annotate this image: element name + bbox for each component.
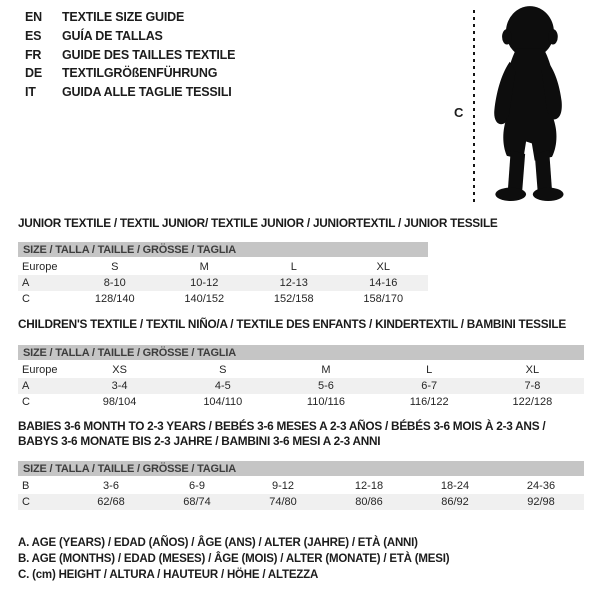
size-cell: XS — [112, 364, 127, 376]
height-cell: 158/170 — [363, 293, 404, 305]
height-cell: 68/74 — [183, 496, 211, 508]
table-row — [18, 291, 428, 307]
language-title-list — [25, 8, 235, 102]
baby-silhouette-icon — [480, 4, 576, 206]
language-code: IT — [25, 85, 36, 100]
height-cell: 98/104 — [102, 396, 137, 408]
children-section-title: CHILDREN'S TEXTILE / TEXTIL NIÑO/A / TEXTILE DES ENFANTS / KINDERTEXTIL / BAMBINI TESSILE — [18, 317, 566, 331]
junior-size-table — [18, 242, 428, 307]
guide-title: TEXTILE SIZE GUIDE — [62, 10, 185, 24]
babies-title-line2: BABYS 3-6 MONATE BIS 2-3 JAHRE / BAMBINI 3-6 MESI A 2-3 ANNI — [18, 434, 381, 448]
row-label: C — [22, 496, 30, 508]
language-row — [25, 27, 235, 46]
row-label: Europe — [22, 261, 58, 273]
table-row — [18, 362, 584, 378]
height-cell: 62/68 — [97, 496, 125, 508]
size-cell: L — [290, 261, 297, 273]
table-row — [18, 478, 584, 494]
age-cell: 12-18 — [354, 480, 384, 492]
age-cell: 3-4 — [111, 380, 128, 392]
height-cell: 116/122 — [409, 396, 449, 408]
height-cell: 86/92 — [441, 496, 469, 508]
height-cell: 128/140 — [94, 293, 135, 305]
height-measure-dashed-line — [473, 10, 475, 206]
language-code: DE — [25, 66, 42, 81]
age-cell: 6-7 — [421, 380, 438, 392]
age-cell: 14-16 — [369, 277, 398, 289]
babies-title-line1: BABIES 3-6 MONTH TO 2-3 YEARS / BEBÉS 3-6 MESES A 2-3 AÑOS / BÉBÉS 3-6 MOIS À 2-3 ANS / — [18, 419, 546, 433]
table-row — [18, 394, 584, 410]
language-row — [25, 64, 235, 83]
row-label: A — [22, 380, 30, 392]
table-row — [18, 275, 428, 291]
legend-line-b: B. AGE (MONTHS) / EDAD (MESES) / ÂGE (MOIS) / ALTER (MONATE) / ETÀ (MESI) — [18, 552, 450, 565]
height-cell: 152/158 — [273, 293, 314, 305]
table-row — [18, 378, 584, 394]
babies-size-table — [18, 461, 584, 510]
language-code: ES — [25, 28, 42, 43]
row-label: C — [22, 293, 30, 305]
size-header-bar: SIZE / TALLA / TAILLE / GRÖSSE / TAGLIA — [18, 242, 428, 257]
language-code: FR — [25, 47, 42, 62]
height-cell: 140/152 — [184, 293, 225, 305]
row-label: C — [22, 396, 30, 408]
row-label: B — [22, 480, 30, 492]
size-cell: M — [199, 261, 209, 273]
age-cell: 9-12 — [271, 480, 295, 492]
language-row — [25, 83, 235, 102]
height-cell: 122/128 — [512, 396, 553, 408]
age-cell: 4-5 — [214, 380, 231, 392]
age-cell: 24-36 — [526, 480, 556, 492]
size-cell: XL — [525, 364, 540, 376]
table-row — [18, 494, 584, 510]
age-cell: 7-8 — [524, 380, 541, 392]
height-measure-label: C — [454, 105, 464, 120]
guide-title: GUIDA ALLE TAGLIE TESSILI — [62, 85, 232, 100]
language-row — [25, 8, 235, 27]
row-label: Europe — [22, 364, 58, 376]
age-cell: 8-10 — [103, 277, 126, 289]
age-cell: 5-6 — [318, 380, 334, 392]
size-cell: XL — [376, 261, 390, 273]
junior-section-title: JUNIOR TEXTILE / TEXTIL JUNIOR/ TEXTILE JUNIOR / JUNIORTEXTIL / JUNIOR TESSILE — [18, 216, 498, 230]
table-row — [18, 259, 428, 275]
height-cell: 92/98 — [527, 496, 555, 508]
measure-legend — [18, 536, 449, 583]
height-cell: 110/116 — [306, 396, 346, 408]
size-header-bar: SIZE / TALLA / TAILLE / GRÖSSE / TAGLIA — [18, 461, 584, 476]
age-cell: 10-12 — [190, 277, 219, 289]
height-cell: 74/80 — [269, 496, 297, 508]
guide-title: GUIDE DES TAILLES TEXTILE — [62, 47, 236, 62]
guide-title: GUÍA DE TALLAS — [62, 28, 163, 43]
babies-section-title — [18, 419, 545, 449]
row-label: A — [22, 277, 30, 289]
children-size-table — [18, 345, 584, 410]
height-cell: 104/110 — [203, 396, 243, 408]
age-cell: 3-6 — [103, 480, 119, 492]
size-cell: S — [219, 364, 227, 376]
legend-line-a: A. AGE (YEARS) / EDAD (AÑOS) / ÂGE (ANS) / ALTER (JAHRE) / ETÀ (ANNI) — [18, 537, 418, 549]
height-cell: 80/86 — [355, 496, 383, 508]
size-cell: L — [426, 364, 433, 376]
size-cell: S — [111, 261, 119, 273]
age-cell: 12-13 — [279, 277, 308, 289]
size-cell: M — [321, 364, 331, 376]
language-row — [25, 46, 235, 65]
size-header-bar: SIZE / TALLA / TAILLE / GRÖSSE / TAGLIA — [18, 345, 584, 360]
guide-title: TEXTILGRÖßENFÜHRUNG — [62, 66, 218, 81]
age-cell: 6-9 — [189, 480, 205, 492]
language-code: EN — [25, 10, 42, 24]
legend-line-c: C. (cm) HEIGHT / ALTURA / HAUTEUR / HÖHE / ALTEZZA — [18, 568, 319, 581]
age-cell: 18-24 — [440, 480, 470, 492]
